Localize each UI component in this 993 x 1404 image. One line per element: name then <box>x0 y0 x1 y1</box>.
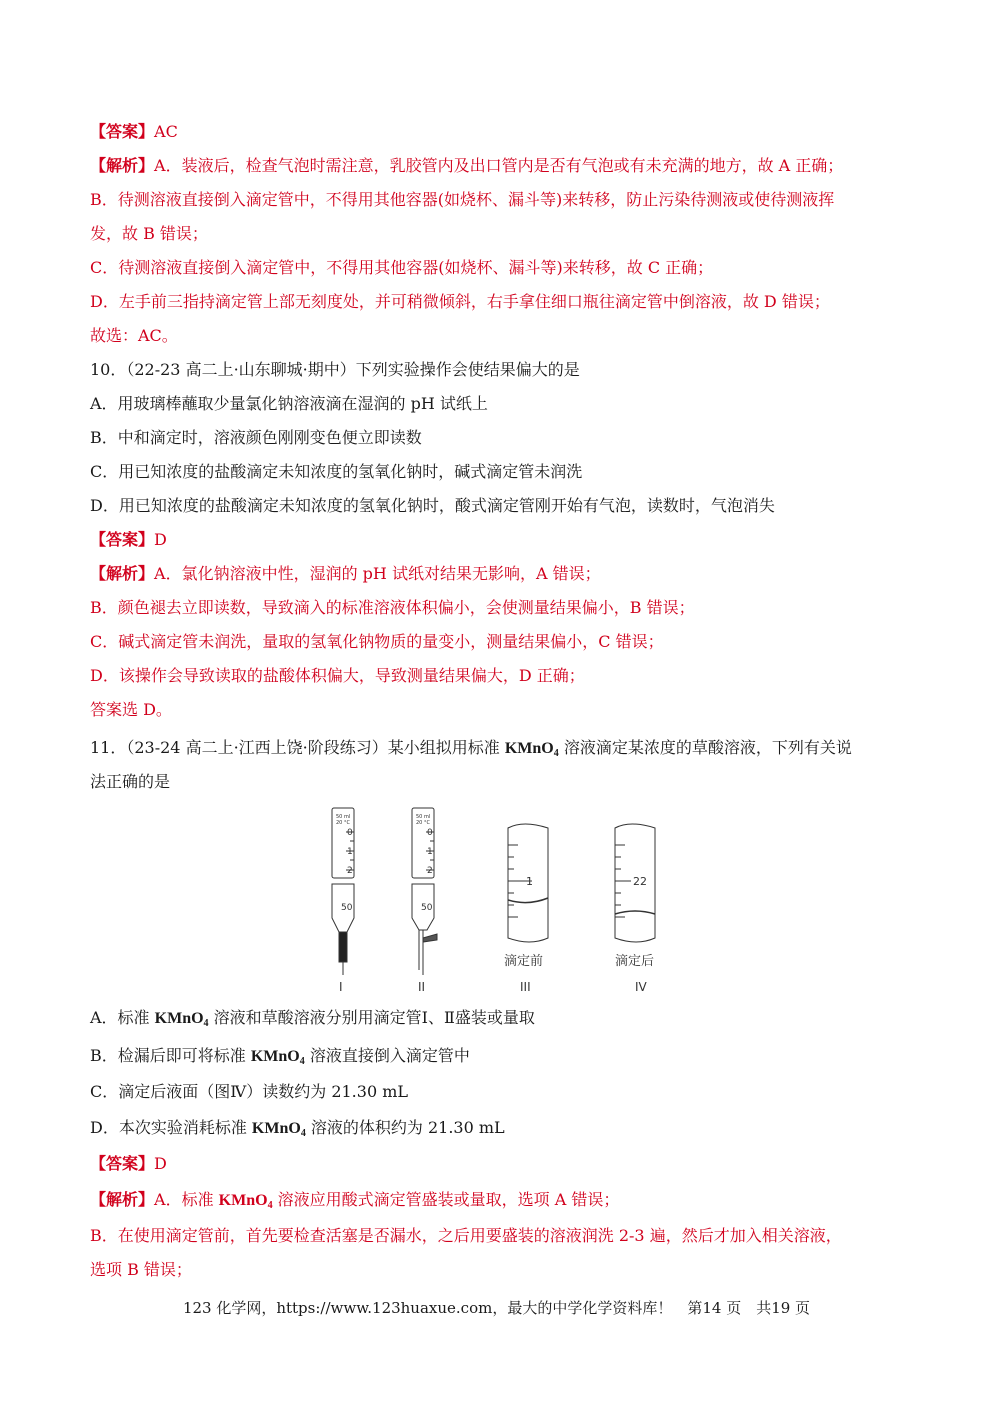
svg-text:0: 0 <box>427 828 433 838</box>
q10-analysis-d: D．该操作会导致读取的盐酸体积偏大，导致测量结果偏大，D 正确； <box>90 666 585 685</box>
svg-text:1: 1 <box>526 875 533 888</box>
q9-analysis-c: C．待测溶液直接倒入滴定管中，不得用其他容器(如烧杯、漏斗等)来转移，故 C 正确； <box>90 258 714 277</box>
svg-text:2: 2 <box>427 866 433 876</box>
q10-option-d: D．用已知浓度的盐酸滴定未知浓度的氢氧化钠时，酸式滴定管刚开始有气泡，读数时，气泡消失 <box>90 496 775 515</box>
q10-analysis-c: C．碱式滴定管未润洗，量取的氢氧化钠物质的量变小，测量结果偏小，C 错误； <box>90 632 664 651</box>
page-footer: 123 化学网，https://www.123huaxue.com，最大的中学化学资料库！ 第14 页 共19 页 <box>182 1299 811 1317</box>
q11-option-a: A．标准 KMnO$_4$ 溶液和草酸溶液分别用滴定管Ⅰ、Ⅱ盛装或量取 <box>90 1008 535 1029</box>
roman-label-2: II <box>418 980 426 994</box>
svg-text:1: 1 <box>347 847 353 857</box>
q11-option-d: D．本次实验消耗标准 KMnO$_4$ 溶液的体积约为 21.30 mL <box>90 1118 505 1139</box>
svg-text:20 °C: 20 °C <box>336 820 350 826</box>
kmno4-formula: KMnO$_4$ <box>154 1010 209 1029</box>
analysis-text: A．氯化钠溶液中性，湿润的 pH 试纸对结果无影响，A 错误； <box>154 564 601 583</box>
answer-value: AC <box>154 122 178 141</box>
q11-analysis-b1: B．在使用滴定管前，首先要检查活塞是否漏水，之后用要盛装的溶液润洗 2-3 遍，然后才加入相关溶液， <box>90 1226 842 1245</box>
svg-text:50 ml: 50 ml <box>416 814 431 820</box>
answer-value: D <box>154 530 167 549</box>
burette-2 <box>412 808 437 975</box>
label-after: 滴定后 <box>615 954 655 969</box>
svg-text:1: 1 <box>427 847 433 857</box>
stem-text: 溶液滴定某浓度的草酸溶液，下列有关说 <box>558 738 852 757</box>
analysis-tag: 【解析】 <box>90 564 155 583</box>
analysis-text: A．装液后，检查气泡时需注意，乳胶管内及出口管内是否有气泡或有未充满的地方，故 A 正确； <box>154 156 844 175</box>
q11-analysis-a: 【解析】A．标准 KMnO$_4$ 溶液应用酸式滴定管盛装或量取，选项 A 错误； <box>90 1190 620 1211</box>
burette-figure <box>320 800 680 1000</box>
burette-1 <box>332 808 354 975</box>
q9-analysis-b2: 发，故 B 错误； <box>90 224 208 243</box>
q9-analysis-d: D．左手前三指持滴定管上部无刻度处，并可稍微倾斜，右手拿住细口瓶往滴定管中倒溶液，故 D 错误； <box>90 292 830 311</box>
answer-tag: 【答案】 <box>90 530 155 549</box>
q11-stem-line2: 法正确的是 <box>90 772 171 791</box>
q10-option-a: A．用玻璃棒蘸取少量氯化钠溶液滴在湿润的 pH 试纸上 <box>90 394 488 413</box>
q9-analysis-a <box>90 154 843 178</box>
answer-tag: 【答案】 <box>90 1154 155 1173</box>
analysis-tag: 【解析】 <box>90 156 155 175</box>
q11-analysis-b2: 选项 B 错误； <box>90 1260 192 1279</box>
kmno4-formula: KMnO$_4$ <box>250 1048 305 1067</box>
q10-option-b: B．中和滴定时，溶液颜色刚刚变色便立即读数 <box>90 428 422 447</box>
kmno4-formula: KMnO$_4$ <box>504 740 559 759</box>
q10-answer <box>90 528 167 552</box>
answer-value: D <box>154 1154 167 1173</box>
q11-answer <box>90 1152 167 1176</box>
answer-tag: 【答案】 <box>90 122 155 141</box>
kmno4-formula: KMnO$_4$ <box>218 1192 273 1211</box>
svg-text:20 °C: 20 °C <box>416 820 430 826</box>
q10-option-c: C．用已知浓度的盐酸滴定未知浓度的氢氧化钠时，碱式滴定管未润洗 <box>90 462 583 481</box>
q10-analysis-a <box>90 562 601 586</box>
svg-text:50: 50 <box>421 903 433 913</box>
q10-stem: 10．（22-23 高二上·山东聊城·期中）下列实验操作会使结果偏大的是 <box>90 360 580 379</box>
q9-conclusion: 故选：AC。 <box>90 326 178 345</box>
q10-conclusion: 答案选 D。 <box>90 700 172 719</box>
roman-label-4: IV <box>635 980 647 994</box>
q11-option-c: C．滴定后液面（图Ⅳ）读数约为 21.30 mL <box>90 1082 409 1101</box>
q9-analysis-b1: B．待测溶液直接倒入滴定管中，不得用其他容器(如烧杯、漏斗等)来转移，防止污染待测液或使待测液挥 <box>90 190 835 209</box>
svg-text:22: 22 <box>633 875 647 888</box>
kmno4-formula: KMnO$_4$ <box>251 1120 306 1139</box>
scale-after <box>615 824 655 942</box>
svg-text:0: 0 <box>347 828 353 838</box>
q9-answer <box>90 120 178 144</box>
q11-stem <box>90 736 852 766</box>
svg-text:50: 50 <box>341 903 353 913</box>
label-before: 滴定前 <box>504 954 544 969</box>
roman-label-1: I <box>339 980 343 994</box>
analysis-tag: 【解析】 <box>90 1190 155 1209</box>
svg-text:50 ml: 50 ml <box>336 814 351 820</box>
roman-label-3: III <box>520 980 531 994</box>
scale-before <box>508 824 548 942</box>
stem-text: 11．（23-24 高二上·江西上饶·阶段练习）某小组拟用标准 <box>90 738 505 757</box>
svg-text:2: 2 <box>347 866 353 876</box>
q11-option-b: B．检漏后即可将标准 KMnO$_4$ 溶液直接倒入滴定管中 <box>90 1046 470 1067</box>
q10-analysis-b: B．颜色褪去立即读数，导致滴入的标准溶液体积偏小，会使测量结果偏小，B 错误； <box>90 598 695 617</box>
